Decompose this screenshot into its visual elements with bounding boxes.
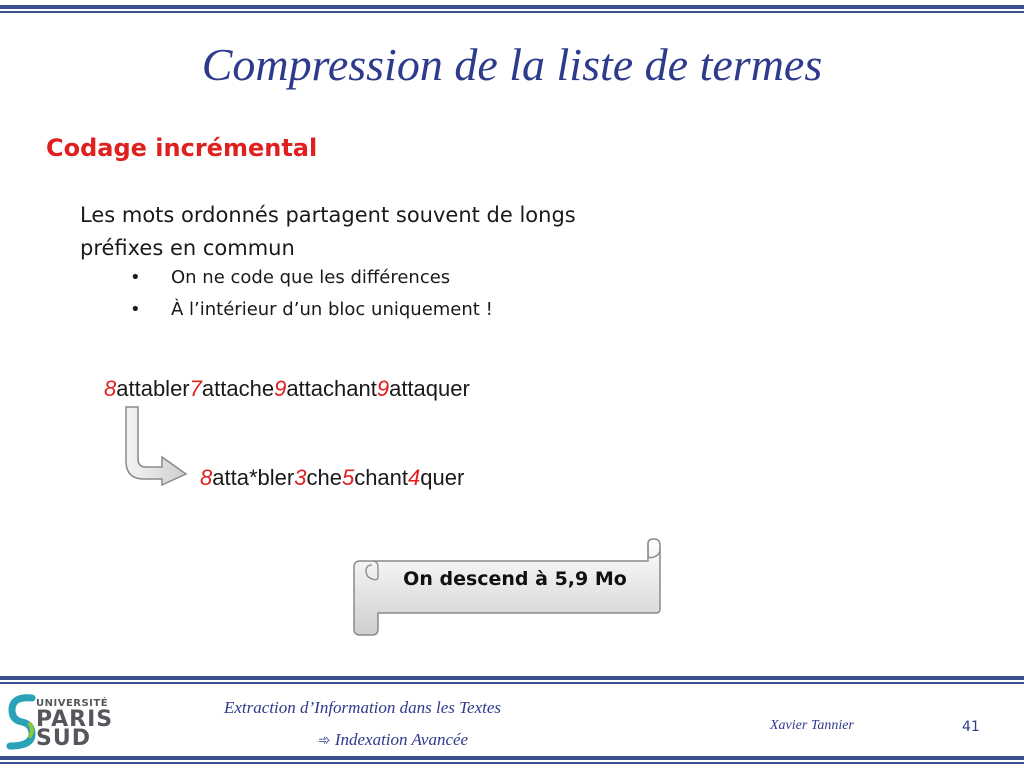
footer-chapter [318, 730, 468, 750]
bent-arrow-icon [120, 405, 200, 487]
length-number: 8 [200, 465, 213, 490]
bullet-dot: • [130, 267, 141, 288]
term-text: chant [354, 465, 409, 490]
bullet-text: À l’intérieur d’un bloc uniquement ! [171, 299, 493, 320]
footer-chapter-text: Indexation Avancée [334, 730, 469, 749]
section-heading: Codage incrémental [46, 134, 318, 162]
term-text: attaquer [389, 376, 470, 401]
footer-band [0, 676, 1024, 680]
logo-line3: SUD [36, 726, 91, 751]
logo-line1: UNIVERSITÉ [36, 698, 109, 709]
length-number: 9 [274, 376, 287, 401]
bottom-band [0, 756, 1024, 760]
scroll-note: On descend à 5,9 Mo [403, 568, 627, 590]
logo-line2: PARIS [36, 707, 114, 732]
bottom-band-thin [0, 762, 1024, 764]
bullet-dot: • [130, 299, 141, 320]
top-band [0, 5, 1024, 9]
term-text: atta*bler [212, 465, 295, 490]
encoded-incremental [200, 465, 464, 491]
length-number: 8 [104, 376, 117, 401]
slide-title: Compression de la liste de termes [201, 39, 823, 90]
length-number: 7 [189, 376, 202, 401]
page-number: 41 [962, 719, 980, 735]
length-number: 9 [376, 376, 390, 401]
length-number: 3 [294, 465, 307, 490]
length-number: 5 [341, 465, 355, 490]
term-text: attache [201, 376, 275, 401]
top-band-thin [0, 11, 1024, 13]
term-text: attachant [286, 376, 377, 401]
pointing-arrow-icon: ➾ [318, 731, 331, 749]
footer-band-thin [0, 682, 1024, 684]
intro-paragraph: Les mots ordonnés partagent souvent de longs préfixes en commun [80, 203, 576, 260]
footer-author: Xavier Tannier [770, 718, 854, 733]
term-text: che [306, 465, 342, 490]
term-text: quer [420, 465, 465, 490]
footer-course: Extraction d’Information dans les Textes [224, 698, 502, 717]
bullet-text: On ne code que les différences [171, 267, 451, 288]
university-logo-icon [6, 694, 36, 752]
encoded-original [104, 376, 470, 402]
length-number: 4 [408, 465, 421, 490]
term-text: attabler [116, 376, 190, 401]
